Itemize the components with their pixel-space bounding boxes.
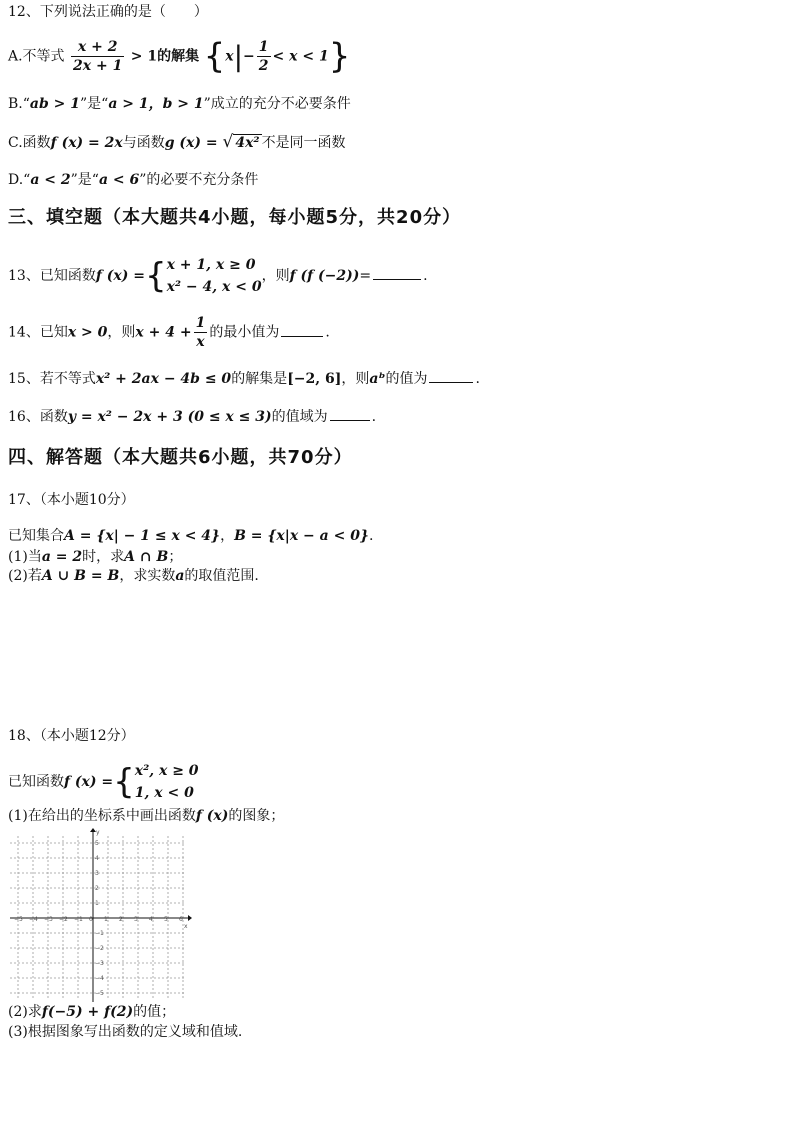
x-axis-arrow-icon (188, 915, 192, 921)
y-tick-label: 2 (95, 885, 99, 892)
q17-p2-m2: a (175, 568, 185, 584)
q12-a-after: > 1的解集 (130, 48, 200, 65)
q12-d-mid: ”是“ (70, 172, 99, 188)
y-tick-label: 3 (95, 870, 99, 877)
q15-set: [−2, 6] (287, 371, 342, 387)
q12-c-rad: 4x² (235, 135, 260, 151)
q12-d-m1: a < 2 (30, 172, 71, 188)
q12-d-m2: a < 6 (98, 172, 140, 188)
q18-part1 (8, 806, 284, 826)
q18-p1-pre: (1)在给出的坐标系中画出函数 (8, 808, 196, 824)
x-tick-label: −1 (74, 916, 83, 923)
q17-comma: ， (220, 528, 235, 544)
q18-head: 18、（本小题12分） (8, 728, 135, 744)
q13-case2: x² − 4, x < 0 (166, 279, 262, 295)
q15-end: . (475, 371, 480, 387)
q15-tail: 的值为 (385, 371, 428, 387)
q14-fraction (194, 314, 208, 351)
q12-a-half (257, 38, 271, 75)
q17-p2-end: 的取值范围. (184, 568, 259, 584)
x-tick-label: 3 (134, 916, 138, 923)
q17-p2-pre: (2)若 (8, 568, 42, 584)
q17-set-b: B = {x|x − a < 0} (234, 528, 369, 544)
q12-a-label: A.不等式 (8, 48, 65, 65)
q17-p2-m: A ∪ B = B (41, 568, 120, 584)
q12-c-mid: 与函数 (122, 135, 165, 151)
q13-fx: f (x) = (95, 268, 145, 284)
q12-option-a (8, 38, 350, 75)
q14-end: . (325, 324, 330, 341)
q12-c-tail: 不是同一函数 (261, 135, 346, 151)
q14-cond: x > 0 (67, 324, 108, 341)
q18-p2-m: f(−5) + f(2) (41, 1004, 134, 1020)
q12-a-half-num: 1 (258, 39, 269, 55)
q12-option-c (8, 132, 346, 153)
q18-part3: (3)根据图象写出函数的定义域和值域. (8, 1024, 243, 1040)
q18-cases (135, 760, 199, 804)
q12-d-label: D.“ (8, 172, 31, 188)
q12-b-mid: ”是“ (80, 96, 109, 112)
q12-c-sqrt (222, 132, 261, 153)
q12-a-set-bar: | (233, 39, 244, 73)
q18-p1-end: 的图象； (228, 808, 285, 824)
q16 (8, 406, 376, 427)
q13-pre: 13、已知函数 (8, 268, 96, 284)
y-tick-label: −3 (95, 960, 104, 967)
q17-given (8, 526, 373, 546)
q16-pre: 16、函数 (8, 409, 68, 425)
q13-answer-blank[interactable] (373, 265, 421, 280)
q18-case1: x², x ≥ 0 (134, 763, 199, 779)
q17-head: 17、（本小题10分） (8, 492, 135, 508)
q12-c-label: C.函数 (8, 135, 51, 151)
q16-answer-blank[interactable] (330, 406, 370, 421)
q12-a-fraction (71, 38, 124, 75)
q17-set-a: A = {x| − 1 ≤ x < 4} (64, 528, 221, 544)
q12-b-m2: a > 1，b > 1 (108, 96, 204, 112)
q13-brace: { (144, 256, 167, 296)
q13 (8, 254, 428, 298)
y-tick-label: 1 (95, 900, 99, 907)
x-tick-label: −4 (29, 916, 38, 923)
q13-eq: = (359, 268, 372, 284)
y-tick-label: 4 (95, 855, 99, 862)
y-tick-label: −1 (95, 930, 104, 937)
q14-answer-blank[interactable] (281, 322, 323, 337)
q16-end: . (371, 409, 377, 425)
y-tick-label: 5 (95, 840, 99, 847)
q16-expr: y = x² − 2x + 3 (0 ≤ x ≤ 3) (67, 409, 272, 425)
x-tick-label: 0 (89, 916, 93, 923)
q15-ineq: x² + 2ax − 4b ≤ 0 (95, 371, 232, 387)
q18-p2-pre: (2)求 (8, 1004, 42, 1020)
x-tick-label: −3 (44, 916, 53, 923)
coordinate-grid[interactable] (8, 828, 192, 1004)
q15-mid: 的解集是 (231, 371, 288, 387)
x-tick-label: 4 (149, 916, 153, 923)
q18-p2-end: 的值； (133, 1004, 176, 1020)
q12-c-sqrt-sym: √ (222, 132, 234, 152)
q15-answer-blank[interactable] (429, 368, 473, 383)
q13-cases (167, 254, 262, 298)
q12-a-num: x + 2 (71, 38, 124, 57)
section-4-heading: 四、解答题（本大题共6小题，共70分） (8, 447, 353, 468)
q17-part1 (8, 547, 182, 567)
q12-b-m1: ab > 1 (29, 96, 80, 112)
q17-p1-m2: A ∩ B (124, 549, 169, 565)
q12-a-set-open: { (203, 36, 226, 77)
y-tick-label: −4 (95, 975, 104, 982)
q14-pre: 14、已知 (8, 324, 68, 341)
q18-p1-m: f (x) (195, 808, 229, 824)
q12-d-tail: ”的必要不充分条件 (139, 172, 259, 188)
x-tick-label: −2 (59, 916, 68, 923)
q12-a-set-tail: < x < 1 (272, 48, 329, 65)
x-tick-label: 2 (119, 916, 123, 923)
q14-expr: x + 4 + (135, 324, 192, 341)
q12-a-set-close: } (328, 36, 351, 77)
q17-p1-mid: 时，求 (82, 549, 125, 565)
x-tick-labels (14, 916, 183, 923)
x-axis-label: x (184, 923, 188, 930)
q18-brace: { (113, 762, 135, 802)
q17-part2 (8, 566, 259, 586)
q17-pre: 已知集合 (8, 528, 64, 544)
x-tick-label: 5 (164, 916, 168, 923)
q12-a-den: 2x + 1 (73, 58, 123, 74)
q12-a-half-den: 2 (258, 58, 269, 74)
q17-p2-mid: ，求实数 (119, 568, 176, 584)
q12-a-neg: − (243, 48, 255, 65)
q14-tail: 的最小值为 (209, 324, 280, 341)
q18-pre: 已知函数 (8, 774, 64, 790)
q14-mid: ，则 (107, 324, 136, 341)
q12-option-b (8, 94, 351, 114)
q18-given (8, 760, 199, 804)
section-3-heading: 三、填空题（本大题共4小题，每小题5分，共20分） (8, 207, 462, 228)
q14-num: 1 (195, 315, 206, 331)
q17-p1-end: ； (168, 549, 183, 565)
q13-mid: ，则 (261, 268, 290, 284)
q16-tail: 的值域为 (271, 409, 328, 425)
q12-b-label: B.“ (8, 96, 30, 112)
q12-b-tail: ”成立的充分不必要条件 (203, 96, 351, 112)
q18-part2 (8, 1002, 175, 1022)
q12-stem: 12、下列说法正确的是（ ） (8, 4, 208, 20)
q12-c-m1: f (x) = 2x (50, 135, 123, 151)
q15 (8, 368, 480, 389)
q15-pow: aᵇ (369, 371, 386, 387)
y-tick-label: −2 (95, 945, 104, 952)
q18-fx: f (x) = (64, 774, 114, 790)
q12-a-set-x: x (225, 48, 234, 65)
x-tick-label: 6 (179, 916, 183, 923)
q14 (8, 314, 330, 351)
x-tick-label: 1 (104, 916, 108, 923)
q13-expr: f (f (−2)) (289, 268, 360, 284)
q17-p1-pre: (1)当 (8, 549, 42, 565)
q12-option-d (8, 170, 258, 190)
y-axis-label: y (96, 829, 100, 836)
q17-end: . (368, 528, 374, 544)
q18-case2: 1, x < 0 (134, 785, 194, 801)
x-tick-label: −5 (14, 916, 23, 923)
q17-p1-m: a = 2 (41, 549, 83, 565)
q12-c-m2: g (x) = (164, 135, 223, 151)
q13-case1: x + 1, x ≥ 0 (166, 257, 256, 273)
q15-mid2: ，则 (341, 371, 370, 387)
q13-end: . (423, 268, 428, 284)
q14-den: x (196, 334, 205, 350)
y-tick-label: −5 (95, 990, 104, 997)
q15-pre: 15、若不等式 (8, 371, 96, 387)
